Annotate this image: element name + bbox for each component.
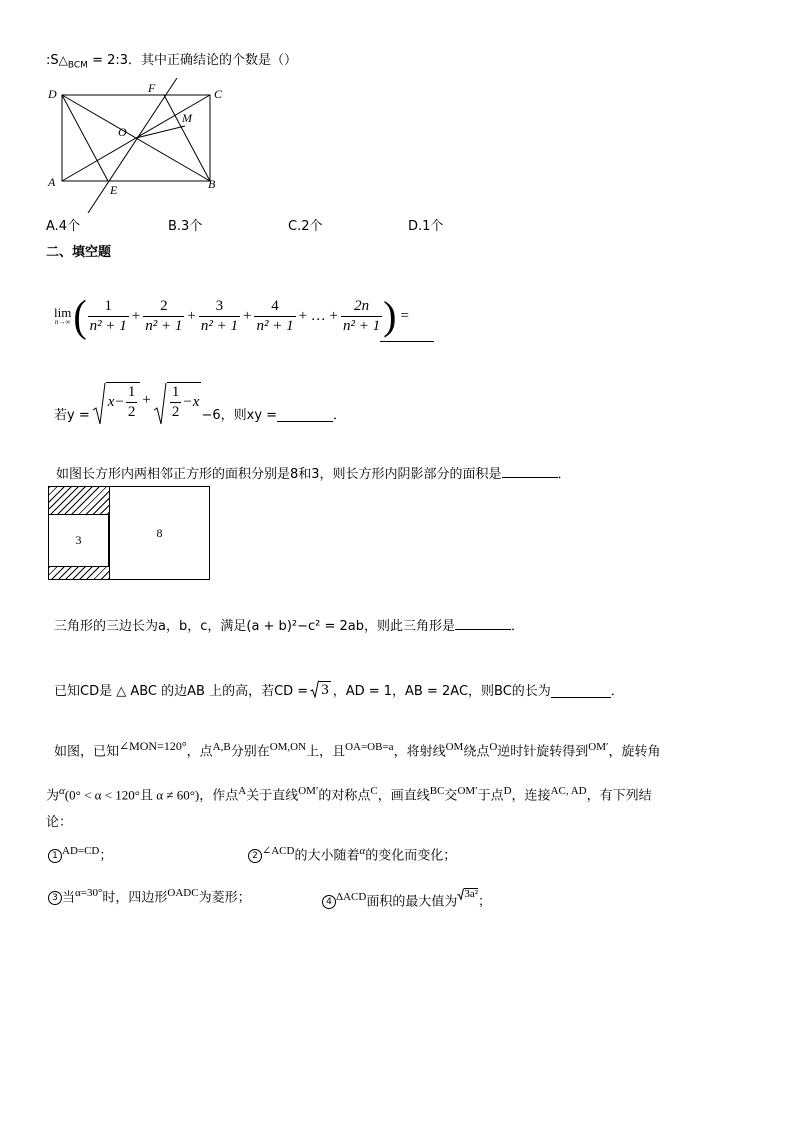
line-ef-extended [88, 78, 177, 213]
rectangle-geometry-figure [40, 78, 240, 218]
rotation-question-line-3: 论： [46, 815, 73, 830]
term-4: $\frac{4}{\text{n² + 1}}$ [256, 297, 294, 334]
rotation-question-line-1: 如图，已知∠MON=120°，点$^{A,B}$分别在$^{OM,ON}$上，且$^{OA=OB=a}$，将射线$^{OM}$绕点$^O$逆时针旋转得到$^{OM'}$，旋转角 [54, 739, 661, 760]
shaded-region-bottom [49, 566, 109, 579]
label-d: D [48, 87, 57, 101]
square-3-label: 3 [75, 533, 82, 547]
rect-question: 如图长方形内两相邻正方形的面积分别是8和3，则长方形内阴影部分的面积是 ． [56, 467, 571, 482]
label-o: O [118, 125, 127, 139]
label-c: C [214, 87, 223, 101]
conclusion-1: 1 $^{AD=CD}$； [48, 846, 112, 863]
term-3: $\frac{3}{\text{n² + 1}}$ [200, 297, 238, 334]
label-f: F [148, 81, 156, 95]
choice-a: A.4个 [46, 219, 81, 234]
answer-blank-triangle[interactable] [455, 628, 511, 630]
conclusion-2: 2 $^{\angle ACD}$的大小随着$^\alpha$的变化而变化； [248, 846, 456, 863]
choice-b: B.3个 [168, 219, 203, 234]
cd-question: 已知CD是 △ ABC 的边AB 上的高，若CD = 3 ，AD = 1，AB = 2AC，则BC的长为 ． [54, 682, 624, 699]
section-title: 二、填空题 [46, 245, 112, 260]
rotation-question-line-2: 为$^\alpha$(0° < α < 120°且 α ≠ 60°)，作点$^A$关于直线$^{OM'}$的对称点$^C$，画直线$^{BC}$交$^{OM'}$于点$^D$，连接$^{AC, AD}$，有下列结 [46, 785, 652, 804]
radical-sign-3 [310, 680, 319, 698]
choice-c: C.2个 [288, 219, 323, 234]
shaded-region-top [49, 487, 109, 515]
lim-subscript: n→∞ [54, 318, 71, 326]
answer-blank-bc[interactable] [551, 696, 611, 698]
label-e: E [110, 183, 118, 197]
limit-question: lim n→∞ ( $\frac{1}{\text{n² + 1}}$ + $\frac{2}{\text{n² + 1}}$ + $\frac{3}{\text{n² + 1}}$ + $\frac{4}{\text{n² + 1}}$ + … + $\frac{2n}{\text{n² + 1}}$ ) = [54, 290, 409, 341]
conclusion-4: 4 $^{\Delta ACD}$面积的最大值为 3a² ； [322, 888, 491, 909]
lim-symbol: lim [54, 305, 72, 320]
term-2n: $\frac{2n}{\text{n² + 1}}$ [343, 297, 381, 334]
square-3 [49, 515, 109, 566]
sqrt-question: 若y = x − $\frac{1}{2}$ + $\frac{1}{2}$ − x −6，则xy = ． [54, 382, 346, 426]
radical-sign-4 [457, 888, 464, 900]
radical-sign-1 [92, 382, 106, 426]
line-om [136, 126, 185, 138]
term-2: $\frac{2}{\text{n² + 1}}$ [145, 297, 183, 334]
prev-question-stem: $:S\triangle_{BCM}$ = 2:3．其中正确结论的个数是（） [46, 53, 298, 71]
term-1: $\frac{1}{\text{n² + 1}}$ [89, 297, 127, 334]
choice-d: D.1个 [408, 219, 444, 234]
radical-sign-2 [153, 382, 167, 426]
answer-blank-xy[interactable] [277, 420, 333, 422]
square-8 [109, 487, 209, 579]
answer-blank-limit[interactable] [380, 340, 434, 342]
label-b: B [208, 177, 216, 191]
triangle-question: 三角形的三边长为a，b，c，满足(a + b)²−c² = 2ab，则此三角形是 ． [54, 619, 525, 634]
conclusion-3: 3 当$^{\alpha=30^\circ}$时，四边形$^{OADC}$为菱形； [48, 888, 251, 905]
square-8-label: 8 [156, 525, 163, 540]
label-m: M [182, 111, 192, 125]
answer-blank-shaded-area[interactable] [502, 476, 558, 478]
label-a: A [48, 175, 56, 189]
rect-figure [48, 486, 210, 580]
